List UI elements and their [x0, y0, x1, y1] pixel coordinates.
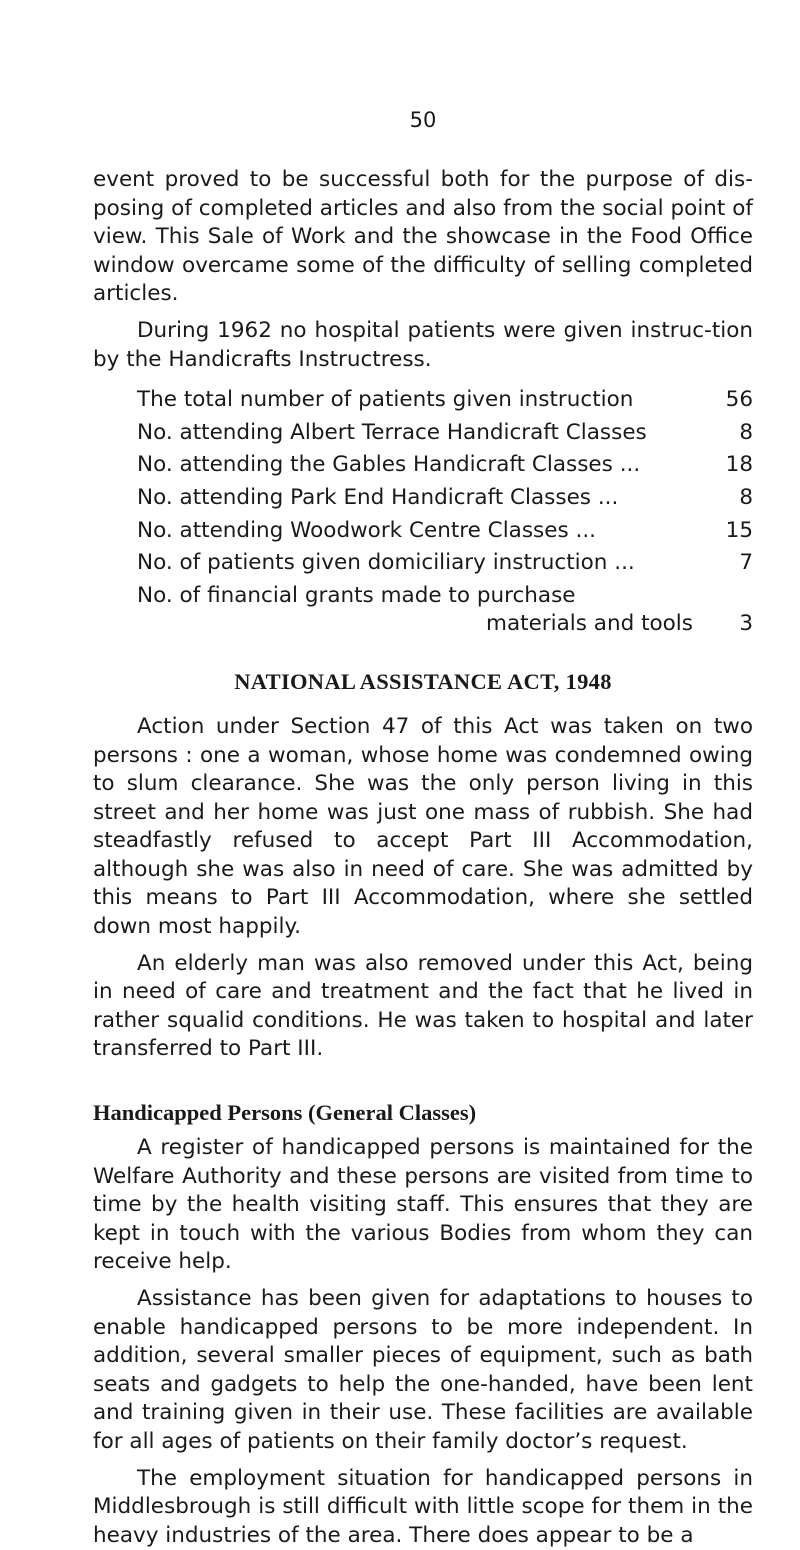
heading-handicapped-persons: Handicapped Persons (General Classes): [93, 1100, 477, 1126]
paragraph-elderly-man: An elderly man was also removed under this Act, being in need of care and treatment and the fact that he lived in rather squalid conditions. He was taken to hospital and later transferred to Part III.: [93, 950, 753, 1062]
stat-value: 8: [739, 484, 753, 510]
stat-value: 7: [739, 550, 753, 576]
stat-label: The total number of patients given instruction: [137, 387, 634, 413]
stat-row: [137, 419, 753, 448]
paragraph-assistance: Assistance has been given for adaptations to houses to enable handicapped persons to be more independent. In addition, several smaller pieces of equipment, such as bath seats and gadgets to help the one-handed, have been lent and training given in their use. These facilities are available for all ages of patients on their family doctor’s request.: [93, 1286, 753, 1454]
stat-label: No. attending Albert Terrace Handicraft Classes: [137, 419, 647, 445]
page-content: [93, 166, 753, 1550]
stat-label-line1: No. of financial grants made to purchase: [137, 582, 576, 608]
heading-national-assistance-act: NATIONAL ASSISTANCE ACT, 1948: [234, 668, 612, 694]
stat-row: [137, 451, 753, 480]
stat-row: [137, 386, 753, 415]
paragraph-register: A register of handicapped persons is maintained for the Welfare Authority and these persons are visited from time to time by the health visiting staff. This ensures that they are kept in touch with the various Bodies from whom they can receive help.: [93, 1135, 753, 1275]
stat-value: 3: [739, 611, 753, 637]
paragraph-sale-of-work: event proved to be successful both for the purpose of dis-posing of completed articles and also from the social point of view. This Sale of Work and the showcase in the Food Office window overcame some of the difficulty of selling completed articles.: [93, 167, 753, 307]
stat-row: [137, 484, 753, 513]
stat-row: [137, 517, 753, 546]
stat-value: 18: [725, 452, 753, 478]
paragraph-hospital-patients: During 1962 no hospital patients were given instruc-tion by the Handicrafts Instructress.: [93, 317, 753, 372]
stat-value: 8: [739, 419, 753, 445]
stat-value: 15: [725, 517, 753, 543]
stat-value: 56: [725, 387, 753, 413]
stat-label: No. attending Woodwork Centre Classes ...: [137, 517, 597, 543]
stat-label-line2: materials and tools: [486, 611, 693, 637]
stat-label: No. attending Park End Handicraft Classes ...: [137, 484, 619, 510]
stat-label-line2-wrapper: [137, 610, 753, 639]
stat-label: No. attending the Gables Handicraft Classes ...: [137, 452, 641, 478]
paragraph-section-47: Action under Section 47 of this Act was taken on two persons : one a woman, whose home was condemned owing to slum clearance. She was the only person living in this street and her home was just one mass of rubbish. She had steadfastly refused to accept Part III Accommodation, although she was also in need of care. She was admitted by this means to Part III Accommodation, where she settled down most happily.: [93, 713, 753, 940]
stat-row-financial-grants: [137, 582, 753, 639]
stat-label: No. of patients given domiciliary instruction ...: [137, 550, 635, 576]
paragraph-employment: The employment situation for handicapped persons in Middlesbrough is still difficult with little scope for them in the heavy industries of the area. There does appear to be a: [93, 1465, 753, 1548]
stat-row: [137, 549, 753, 578]
page-number: 50: [409, 108, 437, 132]
handicraft-statistics: [137, 386, 753, 639]
